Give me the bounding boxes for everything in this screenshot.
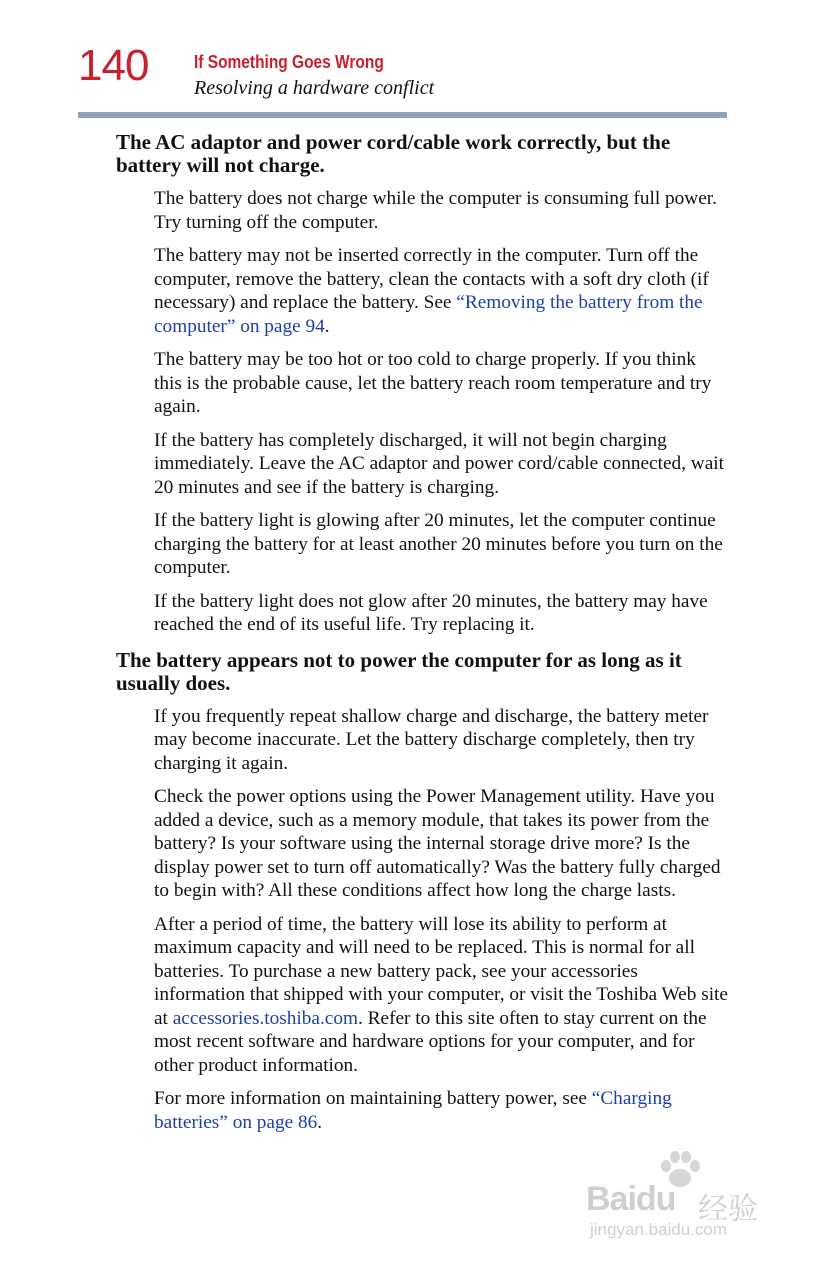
paragraph: If the battery has completely discharged, it will not begin charging immediately. Leave the AC adaptor and power cord/cable connected, wait 20 minutes and see if the battery is charging.: [154, 429, 724, 498]
paragraph: If you frequently repeat shallow charge and discharge, the battery meter may become inaccurate. Let the battery discharge completely, then try charging it again.: [154, 705, 709, 774]
paragraph-text: . Refer to this site often to stay current on the most recent software and hardware options for your computer, and for other product information.: [154, 1007, 707, 1076]
heading-battery-not-charge: The AC adaptor and power cord/cable work correctly, but the battery will not charge.: [116, 130, 671, 177]
paragraph: [154, 913, 728, 1078]
paragraph: The battery does not charge while the computer is consuming full power. Try turning off the computer.: [154, 188, 717, 233]
watermark-logo: Baidu: [586, 1180, 676, 1218]
section-title: Resolving a hardware conflict: [194, 77, 435, 99]
paragraph: If the battery light is glowing after 20 minutes, let the computer continue charging the battery for at least another 20 minutes before you turn on the computer.: [154, 510, 723, 578]
chapter-title: If Something Goes Wrong: [194, 52, 384, 72]
heading-battery-power-duration: The battery appears not to power the computer for as long as it usually does.: [116, 647, 682, 695]
paragraph: [154, 1087, 728, 1134]
page-number: 140: [78, 41, 149, 90]
link-charging-batteries[interactable]: “Charging batteries” on page 86: [154, 1088, 672, 1133]
watermark: [580, 1150, 780, 1250]
page-content: [116, 131, 728, 1144]
paragraph-text: .: [324, 315, 330, 337]
paragraph-text: The battery may not be inserted correctly in the computer. Turn off the computer, remove the battery, clean the contacts with a soft dry cloth (if necessary) and replace the battery. See: [154, 245, 709, 313]
paragraph: The battery may be too hot or too cold to charge properly. If you think this is the probable cause, let the battery reach room temperature and try again.: [154, 349, 712, 417]
paragraph-text: After a period of time, the battery will lose its ability to perform at maximum capacity and will need to be replaced. This is normal for all batteries. To purchase a new battery pack, see your accessories information that shipped with your computer, or visit the Toshiba Web site at: [154, 913, 728, 1029]
paragraph-text: For more information on maintaining battery power, see: [154, 1088, 592, 1109]
paragraph: Check the power options using the Power Management utility. Have you added a device, such as a memory module, that takes its power from the battery? Is your software using the internal storage drive more? Is the display power set to turn off automatically? Was the battery fully charged to begin with? All these conditions affect how long the charge lasts.: [154, 786, 721, 901]
paragraph: If the battery light does not glow after 20 minutes, the battery may have reached the end of its useful life. Try replacing it.: [154, 590, 708, 635]
link-removing-battery[interactable]: “Removing the battery from the computer” on page 94: [154, 292, 703, 337]
link-accessories-site[interactable]: accessories.toshiba.com: [172, 1007, 359, 1029]
watermark-chinese: 经验: [698, 1193, 758, 1226]
paragraph-text: .: [317, 1111, 323, 1133]
header-rule: [78, 112, 727, 118]
watermark-url: jingyan.baidu.com: [590, 1220, 728, 1239]
paragraph: [154, 244, 728, 338]
